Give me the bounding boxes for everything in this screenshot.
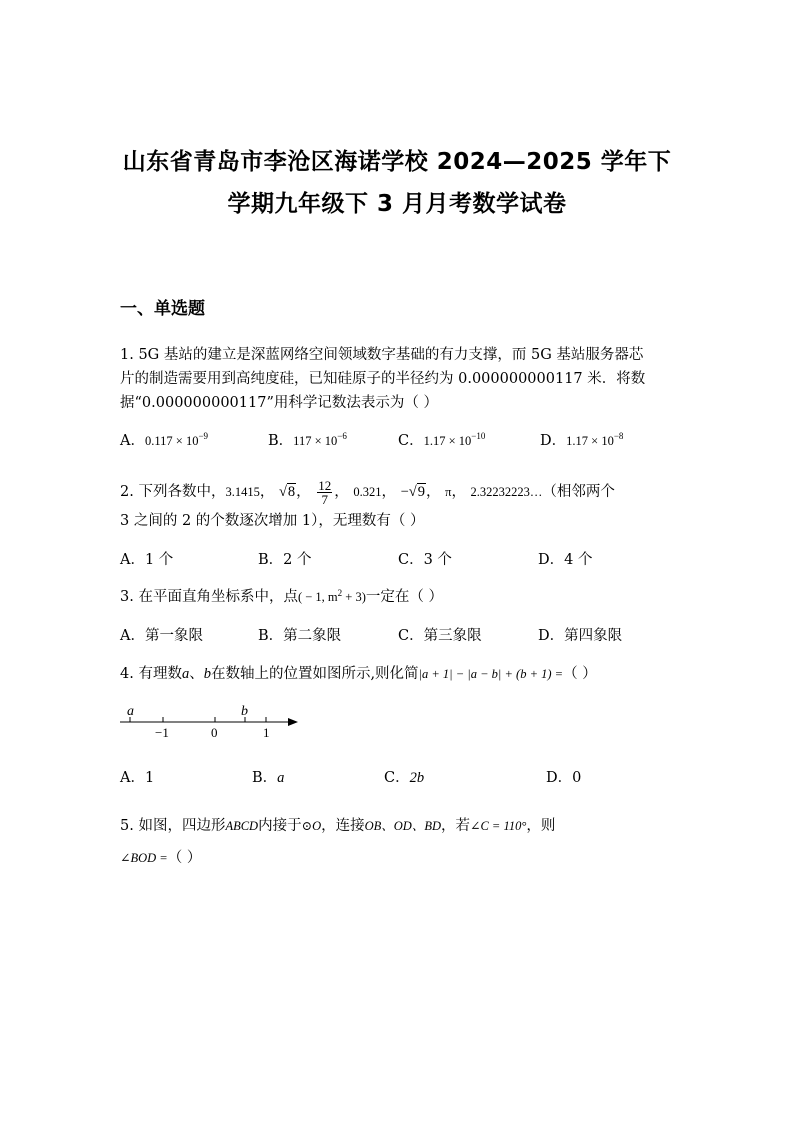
number-line-arrow-icon [288,718,298,726]
q1-option-d[interactable]: D．$1.17 \times 10^{-8}$ [540,431,624,449]
q3-option-c[interactable]: C．第三象限 [398,628,482,644]
axis-label-a: a [127,704,134,719]
q2-option-b[interactable]: B．2 个 [258,552,312,568]
q1-line-1: 1. 5G 基站的建立是深蓝网络空间领域数字基础的有力支撑，而 5G 基站服务器芯 [120,347,644,363]
q3-line: 3. 在平面直角坐标系中，点( − 1, $m^2 + 3$)一定在（ ） [120,587,443,605]
q2-option-c[interactable]: C．3 个 [398,552,452,568]
q2-line-2: 3 之间的 2 的个数逐次增加 1），无理数有（ ） [120,513,425,529]
section-heading-single-choice: 一、单选题 [120,299,205,319]
q4-options [120,766,720,788]
neg-sqrt-9: −√9 [400,484,426,500]
q2-line-1: 2. 下列各数中，3.1415， √8， $\frac{12}{7}$ ， 0.321， −√9， π， 2.32232223…（相邻两个 [120,477,615,507]
q1-option-c[interactable]: C．$1.17 \times 10^{-10}$ [398,431,486,449]
q2-option-d[interactable]: D．4 个 [538,552,593,568]
fraction-12-7: $\frac{12}{7}$ [318,477,332,507]
q1-option-a[interactable]: A．$0.117 \times 10^{-9}$ [120,431,209,449]
axis-label-1: 1 [263,725,270,740]
q1-options [120,429,720,451]
q4-line: 4. 有理数a、b在数轴上的位置如图所示,则化简|a + 1| − |a − b| + (b + 1) =（ ） [120,666,597,682]
q1-option-b[interactable]: B．$117 \times 10^{-6}$ [268,431,347,449]
q4-option-b[interactable]: B．a [252,770,285,786]
q4-option-c[interactable]: C．2b [384,770,425,786]
q3-option-d[interactable]: D．第四象限 [538,628,623,644]
exam-title-line-1: 山东省青岛市李沧区海诺学校 2024—2025 学年下 [122,149,672,175]
q3-point: ( − 1, $m^2 + 3$) [297,587,366,604]
q4-expression: |a + 1| − |a − b| + (b + 1) = [418,667,564,681]
q1-line-2: 片的制造需要用到高纯度硅，已知硅原子的半径约为 0.000000000117 米．将数 [120,371,646,387]
q2-options [120,548,720,570]
exam-title-line-2: 学期九年级下 3 月月考数学试卷 [227,191,567,217]
axis-label-b: b [241,704,248,719]
q5-line-2: ∠BOD =（ ） [120,850,202,866]
number-line-figure [118,700,308,742]
q2-option-a[interactable]: A．1 个 [120,552,174,568]
q3-option-a[interactable]: A．第一象限 [120,628,203,644]
q4-option-a[interactable]: A．1 [120,770,155,786]
q4-option-d[interactable]: D．0 [546,770,582,786]
q3-option-b[interactable]: B．第二象限 [258,628,342,644]
axis-label-neg1: −1 [155,725,169,740]
sqrt-8: √8 [278,484,296,500]
q3-options [120,624,720,646]
q5-line-1: 5. 如图，四边形ABCD内接于⊙O，连接OB、OD、BD，若∠C = 110°，则 [120,818,556,834]
axis-label-0: 0 [211,725,218,740]
q1-line-3: 据“0.000000000117”用科学记数法表示为（ ） [120,395,438,411]
